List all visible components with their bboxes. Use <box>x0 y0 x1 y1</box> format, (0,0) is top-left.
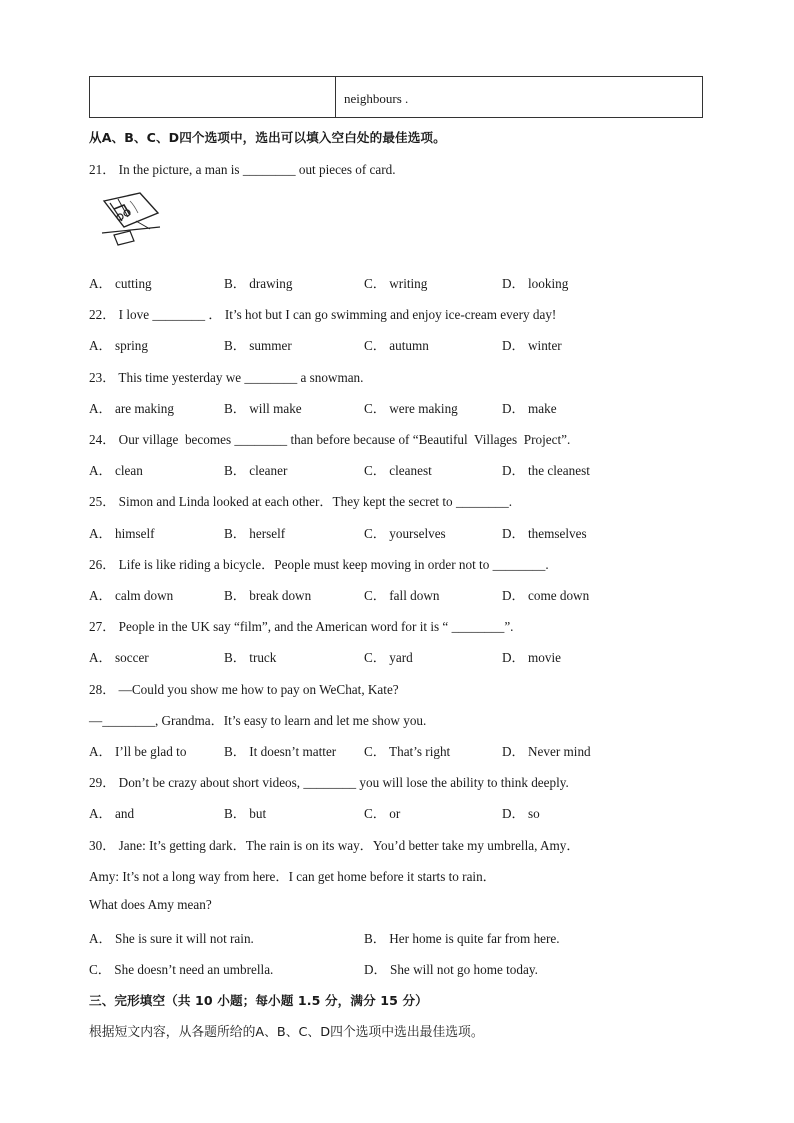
question-23-option-c[interactable]: C． were making <box>364 401 458 416</box>
question-22-option-b[interactable]: B． summer <box>224 338 292 353</box>
question-22-option-c[interactable]: C． autumn <box>364 338 429 353</box>
question-21-stem: 21． In the picture, a man is ________ out pieces of card. <box>89 162 396 177</box>
question-26-option-d[interactable]: D． come down <box>502 588 590 603</box>
question-30-prompt: What does Amy mean? <box>89 897 212 912</box>
question-24-option-c[interactable]: C． cleanest <box>364 463 432 478</box>
question-24-option-d[interactable]: D． the cleanest <box>502 463 590 478</box>
question-27-option-b[interactable]: B． truck <box>224 650 277 665</box>
section-3-heading: 三、完形填空（共 10 小题；每小题 1.5 分，满分 15 分） <box>89 993 428 1008</box>
question-21-option-d[interactable]: D． looking <box>502 276 569 291</box>
question-26-option-c[interactable]: C． fall down <box>364 588 440 603</box>
question-28-option-a[interactable]: A． I’ll be glad to <box>89 744 187 759</box>
question-30-option-a[interactable]: A． She is sure it will not rain. <box>89 931 254 946</box>
question-29-stem: 29． Don’t be crazy about short videos, ________ you will lose the ability to think deeply. <box>89 775 569 790</box>
question-21-option-b[interactable]: B． drawing <box>224 276 293 291</box>
section-3-instruction: 根据短文内容，从各题所给的A、B、C、D四个选项中选出最佳选项。 <box>89 1025 484 1040</box>
question-27-option-c[interactable]: C． yard <box>364 650 413 665</box>
question-22-option-a[interactable]: A． spring <box>89 338 148 353</box>
question-29-option-a[interactable]: A． and <box>89 806 135 821</box>
question-23-option-d[interactable]: D． make <box>502 401 557 416</box>
question-28-stem: 28． —Could you show me how to pay on WeChat, Kate? <box>89 682 399 697</box>
question-24-option-a[interactable]: A． clean <box>89 463 143 478</box>
question-26-option-b[interactable]: B． break down <box>224 588 312 603</box>
question-21-option-a[interactable]: A． cutting <box>89 276 152 291</box>
question-27-option-a[interactable]: A． soccer <box>89 650 149 665</box>
question-22-option-d[interactable]: D． winter <box>502 338 562 353</box>
question-24-option-b[interactable]: B． cleaner <box>224 463 288 478</box>
question-25-option-b[interactable]: B． herself <box>224 526 286 541</box>
question-22-stem: 22． I love ________ ． It’s hot but I can go swimming and enjoy ice-cream every day! <box>89 307 557 322</box>
card-cutting-picture <box>100 191 162 251</box>
table-fragment <box>89 76 703 118</box>
question-29-option-b[interactable]: B． but <box>224 806 267 821</box>
question-28-option-b[interactable]: B． It doesn’t matter <box>224 744 337 759</box>
question-26-option-a[interactable]: A． calm down <box>89 588 174 603</box>
question-29-option-d[interactable]: D． so <box>502 806 540 821</box>
question-25-option-a[interactable]: A． himself <box>89 526 155 541</box>
section-instruction: 从A、B、C、D四个选项中，选出可以填入空白处的最佳选项。 <box>89 130 446 145</box>
question-27-option-d[interactable]: D． movie <box>502 650 561 665</box>
question-23-option-a[interactable]: A． are making <box>89 401 174 416</box>
question-29-option-c[interactable]: C． or <box>364 806 401 821</box>
question-25-stem: 25． Simon and Linda looked at each other．They kept the secret to ________. <box>89 494 512 509</box>
question-24-stem: 24． Our village becomes ________ than before because of “Beautiful Villages Project”. <box>89 432 571 447</box>
question-30-option-d[interactable]: D． She will not go home today. <box>364 962 538 977</box>
question-30-dialogue: Amy: It’s not a long way from here．I can get home before it starts to rain． <box>89 869 496 884</box>
question-25-option-c[interactable]: C． yourselves <box>364 526 446 541</box>
question-30-option-c[interactable]: C． She doesn’t need an umbrella. <box>89 962 274 977</box>
question-28-reply: —________, Grandma．It’s easy to learn and let me show you. <box>89 713 427 728</box>
question-28-option-c[interactable]: C． That’s right <box>364 744 451 759</box>
table-cell-empty <box>90 77 336 117</box>
question-23-stem: 23． This time yesterday we ________ a snowman. <box>89 370 364 385</box>
question-30-option-b[interactable]: B． Her home is quite far from here. <box>364 931 560 946</box>
question-26-stem: 26． Life is like riding a bicycle．People must keep moving in order not to ________. <box>89 557 549 572</box>
question-27-stem: 27． People in the UK say “film”, and the American word for it is “ ________”. <box>89 619 514 634</box>
question-28-option-d[interactable]: D． Never mind <box>502 744 591 759</box>
question-21-option-c[interactable]: C． writing <box>364 276 428 291</box>
question-30-stem: 30． Jane: It’s getting dark．The rain is on its way．You’d better take my umbrella, Amy． <box>89 838 580 853</box>
question-23-option-b[interactable]: B． will make <box>224 401 302 416</box>
table-cell-text: neighbours . <box>344 91 409 106</box>
question-25-option-d[interactable]: D． themselves <box>502 526 587 541</box>
